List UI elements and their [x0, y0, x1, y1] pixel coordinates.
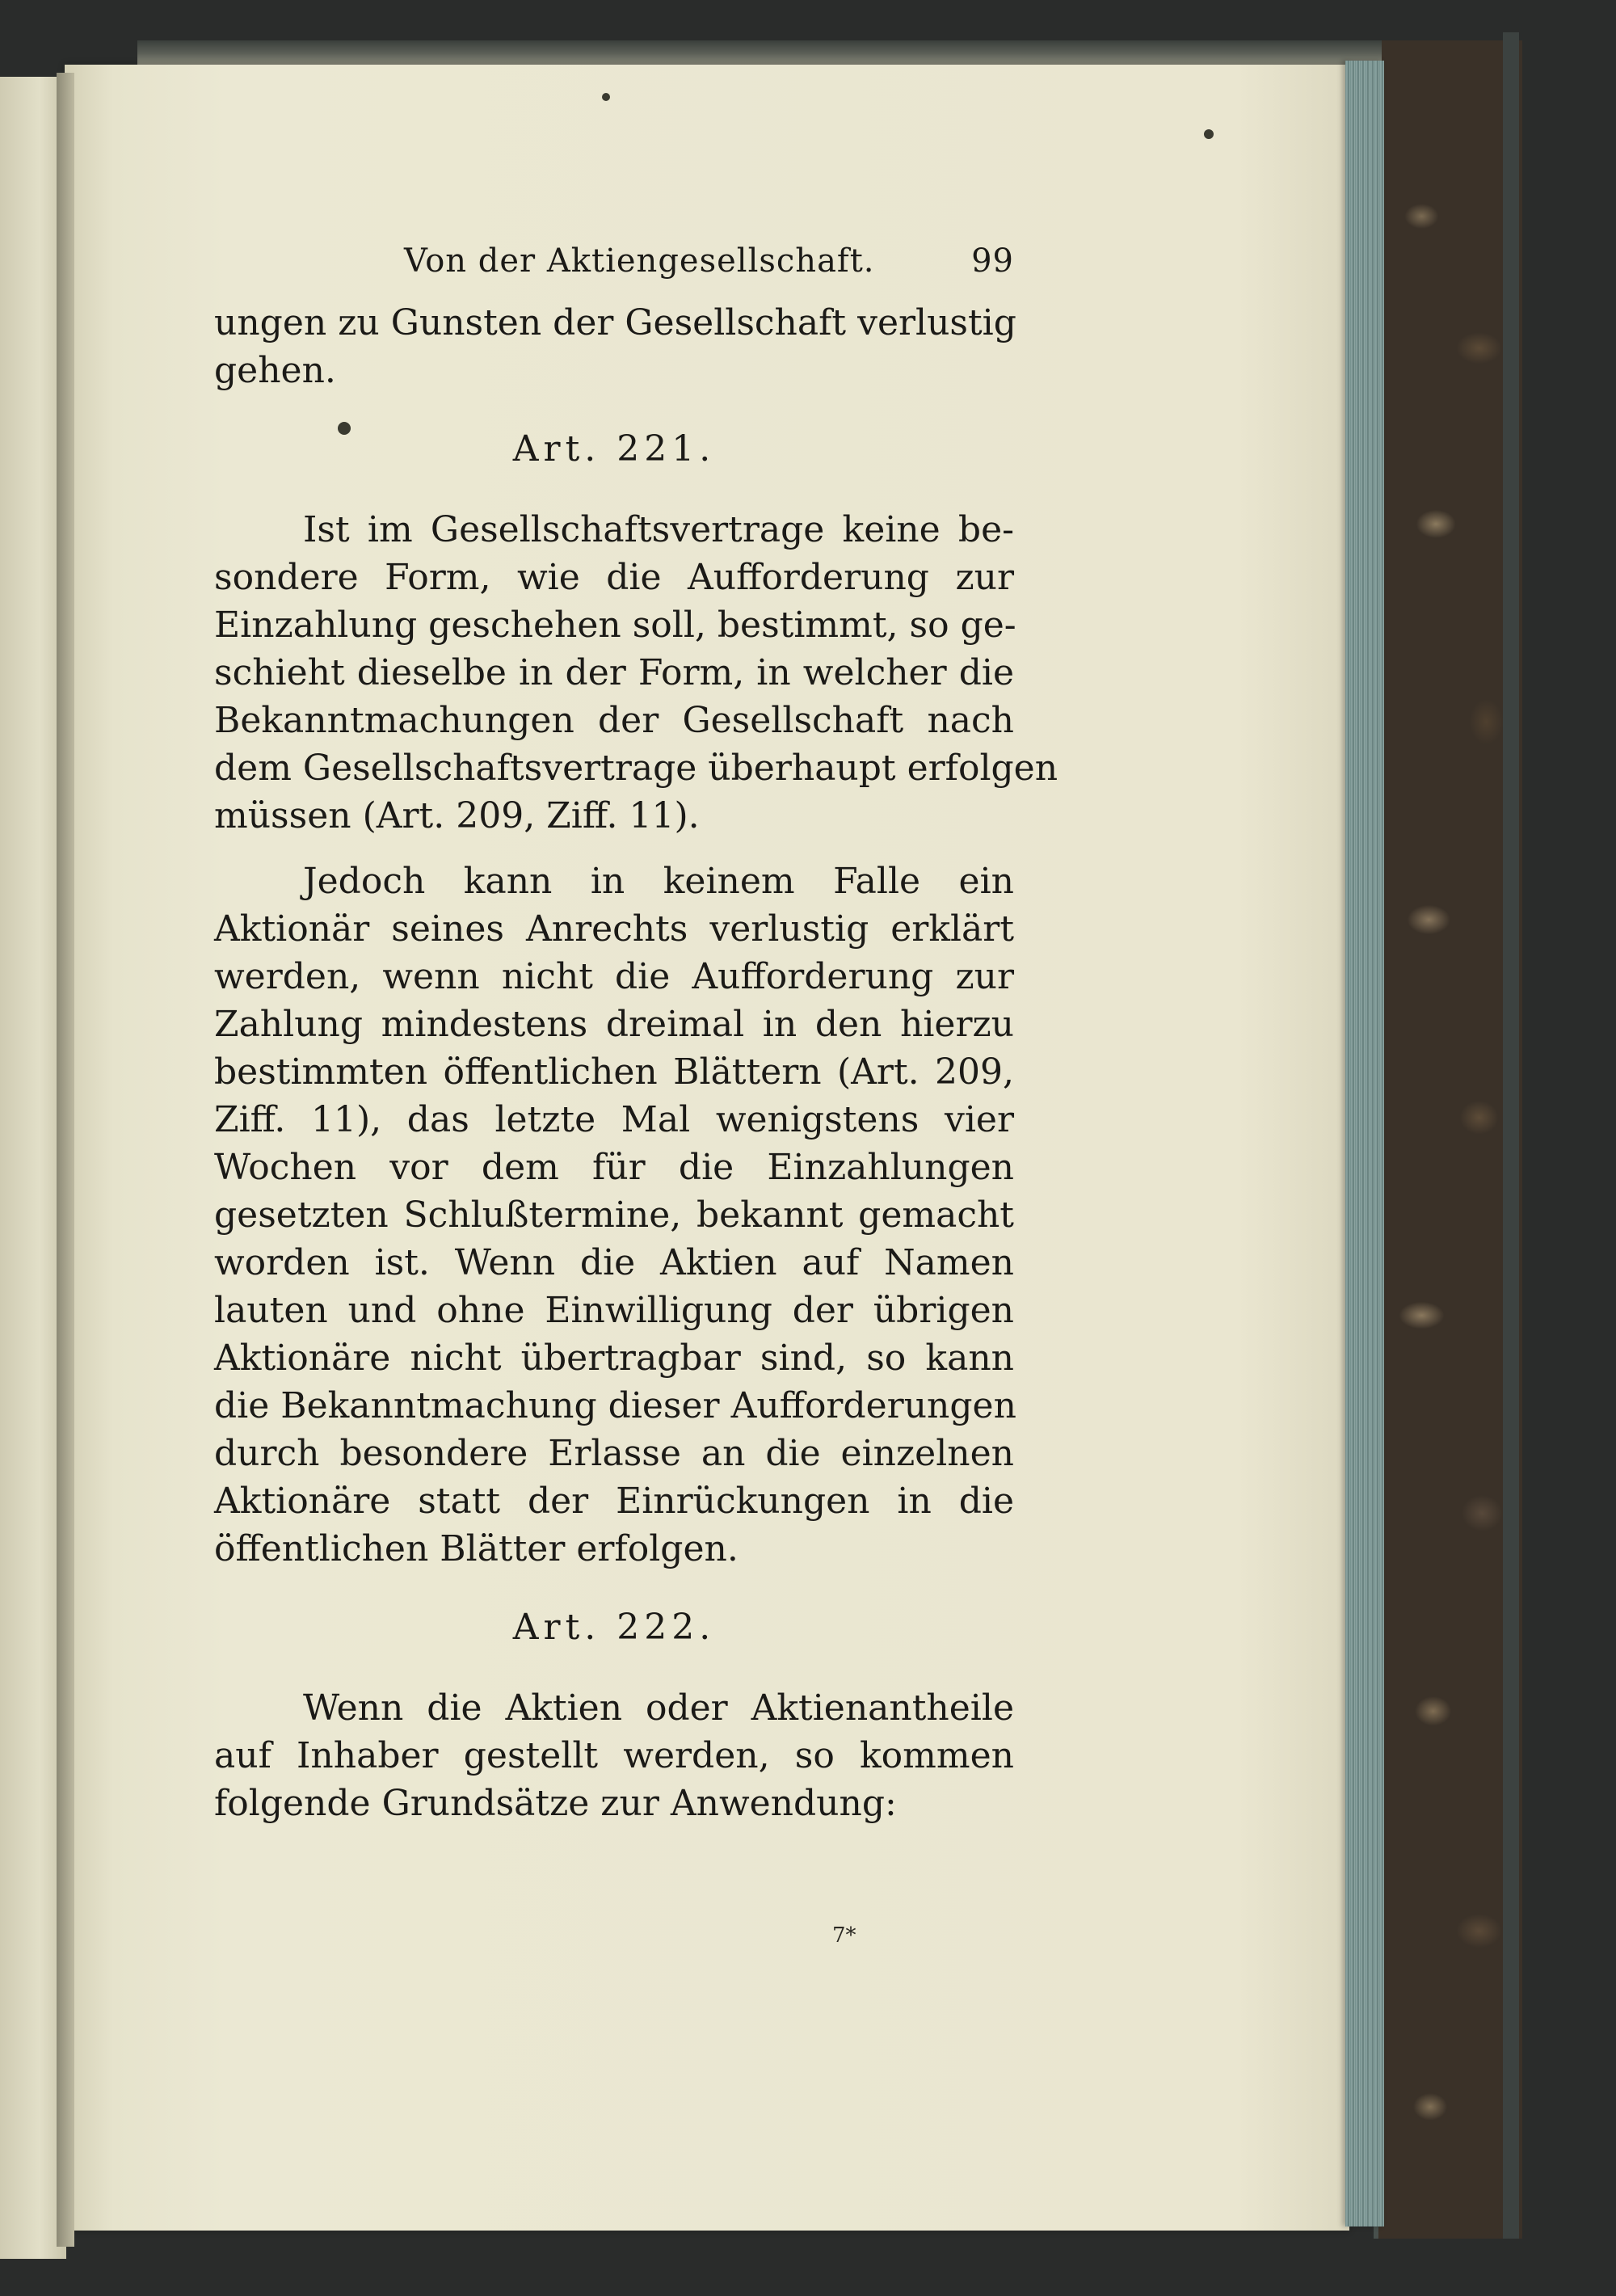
text-line: ungen zu Gunsten der Gesellschaft verlustig [214, 302, 1016, 343]
text-line: Ziff. 11), das letzte Mal wenigstens vier [214, 1099, 1014, 1140]
text-line: Aktionär seines Anrechts verlustig erklärt [214, 908, 1014, 950]
body-text [214, 299, 1058, 1827]
text-line: Bekanntmachungen der Gesellschaft nach [214, 700, 1014, 741]
text-line: Zahlung mindestens dreimal in den hierzu [214, 1004, 1014, 1045]
text-line: schieht dieselbe in der Form, in welcher die [214, 652, 1014, 693]
text-line: Aktionäre statt der Einrückungen in die [214, 1481, 1014, 1522]
text-line: worden ist. Wenn die Aktien auf Namen [214, 1242, 1014, 1283]
text-line: lauten und ohne Einwilligung der übrigen [214, 1290, 1014, 1331]
text-line: Wenn die Aktien oder Aktienantheile [303, 1687, 1014, 1729]
page-number: 99 [971, 242, 1014, 280]
signature-mark: 7* [832, 1923, 856, 1948]
page-text [214, 226, 1058, 1845]
text-line: gesetzten Schlußtermine, bekannt gemacht [214, 1194, 1014, 1236]
paper-speck [602, 93, 610, 101]
text-line: bestimmten öffentlichen Blättern (Art. 209, [214, 1051, 1014, 1093]
text-line: Einzahlung geschehen soll, bestimmt, so ge- [214, 605, 1016, 646]
paper-speck [1204, 129, 1214, 139]
text-line: öffentlichen Blätter erfolgen. [214, 1528, 739, 1569]
text-line: gehen. [214, 350, 336, 391]
text-line: werden, wenn nicht die Aufforderung zur [214, 956, 1014, 997]
text-line: auf Inhaber gestellt werden, so kommen [214, 1735, 1014, 1776]
cover-edge [1503, 32, 1519, 2239]
text-line: Jedoch kann in keinem Falle ein [303, 861, 1014, 902]
text-line: müssen (Art. 209, Ziff. 11). [214, 795, 700, 836]
text-line: Wochen vor dem für die Einzahlungen [214, 1147, 1014, 1188]
running-head [214, 226, 1014, 283]
text-line: die Bekanntmachung dieser Aufforderungen [214, 1385, 1016, 1426]
text-line: sondere Form, wie die Aufforderung zur [214, 557, 1014, 598]
paragraph [214, 1684, 1014, 1827]
text-line: Ist im Gesellschaftsvertrage keine be- [303, 509, 1014, 550]
text-line: durch besondere Erlasse an die einzelnen [214, 1433, 1014, 1474]
article-heading: Art. 222. [512, 1607, 716, 1648]
gutter [57, 73, 74, 2247]
text-line: folgende Grundsätze zur Anwendung: [214, 1783, 897, 1824]
article-heading: Art. 221. [512, 428, 716, 470]
page-block-edges [1345, 61, 1384, 2226]
text-line: Aktionäre nicht übertragbar sind, so kann [214, 1338, 1014, 1379]
text-line: dem Gesellschaftsvertrage überhaupt erfolgen [214, 748, 1058, 789]
paragraph [214, 506, 1058, 840]
paragraph [214, 299, 1014, 394]
paragraph [214, 857, 1014, 1573]
marbled-cover [1374, 40, 1522, 2239]
running-head-title: Von der Aktiengesellschaft. [404, 242, 875, 280]
